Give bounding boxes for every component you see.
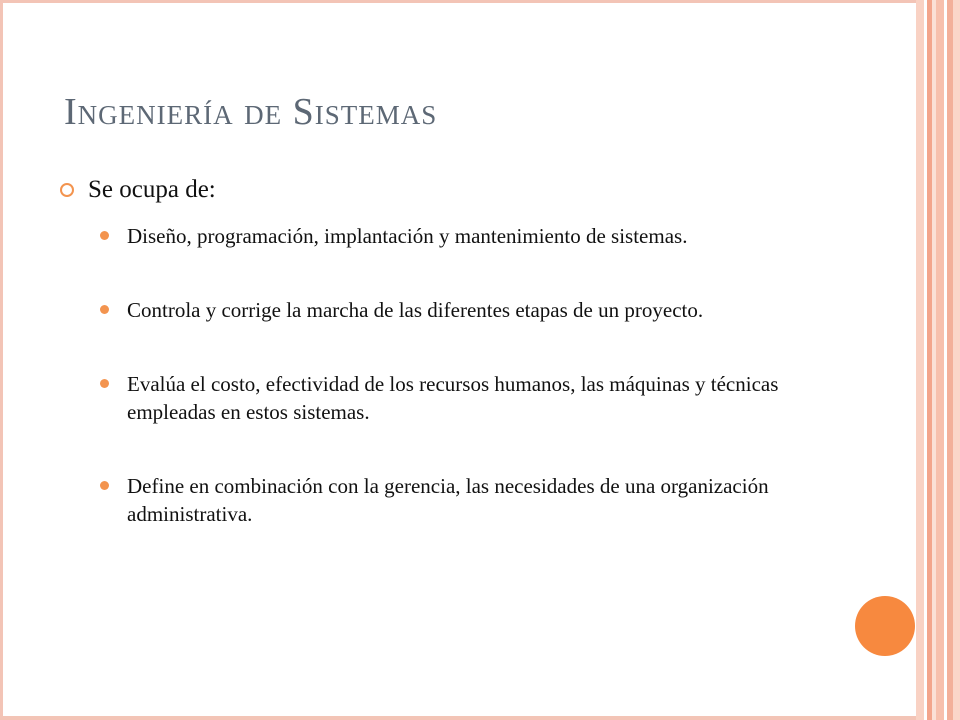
decorative-stripes: [916, 0, 960, 720]
slide-title: Ingeniería de Sistemas: [64, 91, 438, 133]
list-item: [100, 296, 840, 324]
bullet-dot-icon: [100, 231, 109, 240]
list-item-text: Diseño, programación, implantación y mantenimiento de sistemas.: [127, 224, 688, 248]
bullet-dot-icon: [100, 481, 109, 490]
section-heading-label: Se ocupa de:: [88, 176, 216, 203]
list-item: [100, 222, 840, 250]
list-item-text: Define en combinación con la gerencia, las necesidades de una organización administrativa.: [127, 474, 769, 526]
bullet-list: [100, 222, 840, 574]
list-item-text: Evalúa el costo, efectividad de los recursos humanos, las máquinas y técnicas empleadas en estos sistemas.: [127, 372, 779, 424]
bullet-dot-icon: [100, 379, 109, 388]
ring-bullet-icon: [60, 183, 74, 197]
decorative-circle: [855, 596, 915, 656]
frame-top-border: [0, 0, 918, 3]
list-item: [100, 472, 840, 528]
section-heading: [60, 176, 216, 204]
frame-left-border: [0, 0, 3, 720]
list-item: [100, 370, 840, 426]
frame-bottom-border: [0, 716, 918, 720]
bullet-dot-icon: [100, 305, 109, 314]
list-item-text: Controla y corrige la marcha de las diferentes etapas de un proyecto.: [127, 298, 704, 322]
